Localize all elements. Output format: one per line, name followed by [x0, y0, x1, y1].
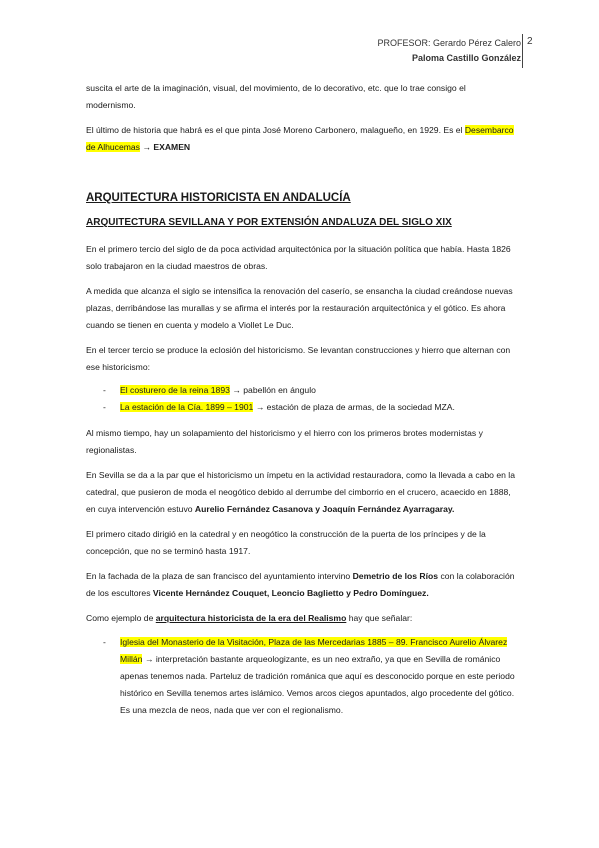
exam-label: EXAMEN	[153, 142, 191, 152]
paragraph-cathedral: El primero citado dirigió en la catedral y en neogótico la construcción de la puerta de los príncipes y de la concepción, que no se terminó hasta 1917.	[86, 529, 486, 556]
paragraph-realismo-text: Como ejemplo de	[86, 613, 156, 623]
list-dash: -	[103, 402, 106, 412]
paragraph-third-third: En el tercer tercio se produce la eclosión del historicismo. Se levantan construcciones y hierro que alternan con ese historicismo:	[86, 345, 511, 372]
paragraph-renovation: A medida que alcanza el siglo se intensifica la renovación del caserío, se ensancha la ciudad creándose nuevas plazas, derribándose las murallas y se afirma el interés por la restauración arquitectónica y el gótico. Es ahora cuando se tienen en cuenta y modelo a Viollet Le Duc.	[86, 286, 513, 330]
paragraph-restoration-text: En Sevilla se da a la par que el historicismo un ímpetu en la actividad restauradora, como la llevada a cabo en la catedral, que pusieron de moda el neogótico debido al derrumbe del cimborrio en el crucero, acaecido en 1888, en cuya intervención estuvo	[86, 470, 515, 514]
header-divider	[522, 34, 523, 68]
paragraph-alhucemas-text: El último de historia que habrá es el que pinta José Moreno Carbonero, malagueño, en 1929. Es el	[86, 125, 465, 135]
paragraph-ayuntamiento-text-2: con la colaboración de los escultores	[86, 571, 515, 598]
list-item	[86, 399, 516, 416]
list-iron-buildings	[86, 382, 516, 416]
arrow: →	[139, 142, 154, 152]
highlight-estacion: La estación de la Cía. 1899 – 1901	[120, 402, 254, 412]
paragraph-overlap: Al mismo tiempo, hay un solapamiento del historicismo y el hierro con los primeros brotes modernistas y regionalistas.	[86, 428, 483, 455]
paragraph-first-third: En el primero tercio del siglo de da poca actividad arquitectónica por la situación política que había. Hasta 1826 solo trabajaron en la ciudad maestros de obras.	[86, 244, 511, 271]
paragraph-ayuntamiento	[86, 568, 516, 602]
header-professor: PROFESOR: Gerardo Pérez Calero	[377, 38, 521, 48]
list-item-text: → estación de plaza de armas, de la sociedad MZA.	[253, 402, 455, 412]
section-heading: ARQUITECTURA HISTORICISTA EN ANDALUCÍA	[86, 192, 351, 204]
highlight-visitacion: Iglesia del Monasterio de la Visitación, Plaza de las Mercedarias 1885 – 89. Francisco Aurelio Álvarez Millán	[120, 637, 508, 664]
list-item	[86, 634, 516, 719]
list-realismo-examples	[86, 634, 516, 719]
header-author: Paloma Castillo González	[411, 53, 521, 63]
subsection-heading: ARQUITECTURA SEVILLANA Y POR EXTENSIÓN ANDALUZA DEL SIGLO XIX	[86, 217, 452, 228]
list-item-text: → pabellón en ángulo	[229, 385, 316, 395]
highlight-desembarco: Desembarco de Alhucemas	[86, 125, 514, 152]
paragraph-realismo	[86, 610, 516, 627]
sculptors-names: Vicente Hernández Couquet, Leoncio Baglietto y Pedro Domínguez.	[152, 588, 429, 598]
paragraph-modernismo: suscita el arte de la imaginación, visual, del movimiento, de lo decorativo, etc. que lo trae consigo el modernismo.	[86, 83, 466, 110]
paragraph-realismo-text-2: hay que señalar:	[346, 613, 413, 623]
list-dash: -	[103, 385, 106, 395]
list-item	[86, 382, 516, 399]
architects-names: Aurelio Fernández Casanova y Joaquín Fernández Ayarragaray.	[194, 504, 455, 514]
highlight-costurero: El costurero de la reina 1893	[120, 385, 230, 395]
list-dash: -	[103, 637, 106, 647]
paragraph-ayuntamiento-text: En la fachada de la plaza de san francisco del ayuntamiento intervino	[86, 571, 353, 581]
paragraph-restoration	[86, 467, 516, 518]
page-header	[377, 36, 521, 66]
list-item-text: → interpretación bastante arqueologizante, es un neo extraño, ya que en Sevilla de románico apenas tenemos nada. Parteluz de tradición románica que aquí es desconocido porque en este periodo histórico en Sevilla tenemos artes islámico. Vemos arcos ciegos apuntados, algo procedente del gótico. Es una mezcla de neos, nada que ver con el regionalismo.	[120, 654, 515, 715]
page-body	[86, 80, 516, 719]
page-number: 2	[527, 36, 533, 47]
realismo-term: arquitectura historicista de la era del Realismo	[155, 613, 347, 623]
paragraph-alhucemas	[86, 122, 516, 156]
architect-demetrio: Demetrio de los Ríos	[352, 571, 439, 581]
